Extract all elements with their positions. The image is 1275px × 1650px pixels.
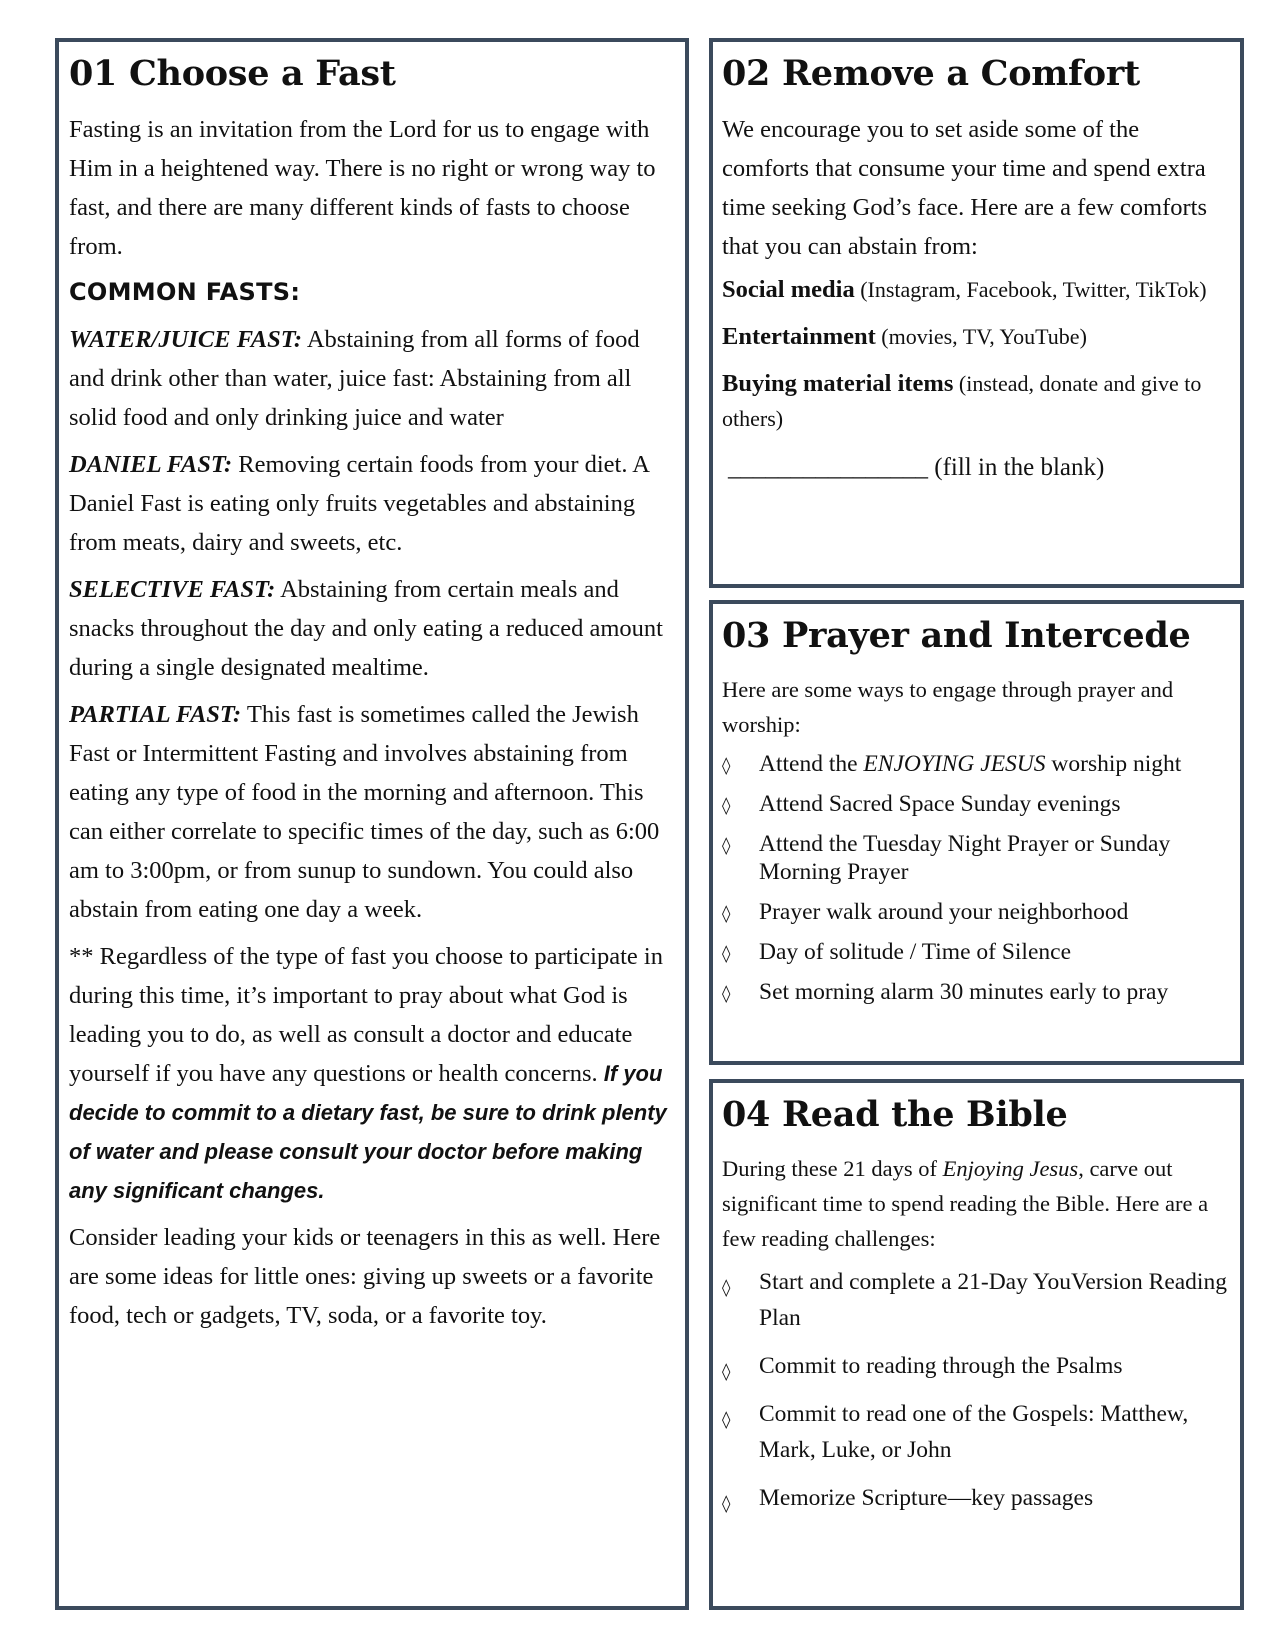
fast-partial — [69, 695, 673, 929]
comfort-detail: (Instagram, Facebook, Twitter, TikTok) — [854, 276, 1207, 302]
section-title: 03 Prayer and Intercede — [722, 615, 1191, 656]
prayer-list — [722, 750, 1230, 1006]
section-title: 04 Read the Bible — [722, 1094, 1068, 1135]
diamond-bullet-icon: ◊ — [722, 1493, 731, 1514]
kids-paragraph: Consider leading your kids or teenagers in this as well. Here are some ideas for little ones: giving up sweets or a favorite food, tech or gadgets, TV, soda, or a favorite toy. — [69, 1223, 661, 1329]
list-item — [722, 938, 1230, 966]
item-emphasis: ENJOYING JESUS — [863, 750, 1046, 777]
section-title: 02 Remove a Comfort — [722, 53, 1140, 94]
comfort-detail: (instead, donate and give to others) — [722, 370, 1202, 431]
list-item — [722, 898, 1230, 926]
item-text: Prayer walk around your neighborhood — [759, 898, 1129, 925]
regardless-note — [69, 937, 673, 1210]
intro-paragraph: Here are some ways to engage through prayer and worship: — [722, 676, 1174, 737]
diamond-bullet-icon: ◊ — [722, 943, 731, 964]
item-text: Day of solitude / Time of Silence — [759, 938, 1072, 965]
diamond-bullet-icon: ◊ — [722, 1409, 731, 1430]
reading-list — [722, 1264, 1230, 1516]
read-the-bible-panel — [709, 1079, 1244, 1610]
intro-emphasis: Enjoying Jesus — [942, 1155, 1079, 1181]
section-title: 01 Choose a Fast — [69, 53, 396, 94]
intro-paragraph — [722, 1151, 1230, 1256]
fast-water-juice — [69, 320, 673, 437]
list-item — [722, 978, 1230, 1006]
diamond-bullet-icon: ◊ — [722, 835, 731, 856]
list-item — [722, 1348, 1230, 1384]
diamond-bullet-icon: ◊ — [722, 755, 731, 776]
intro-paragraph: We encourage you to set aside some of the comforts that consume your time and spend extra time seeking God’s face. Here are a few comforts that you can abstain from: — [722, 115, 1208, 260]
item-text: Attend Sacred Space Sunday evenings — [759, 790, 1121, 817]
item-text: Attend the — [759, 750, 864, 777]
list-item — [722, 790, 1230, 818]
item-text: worship night — [1045, 750, 1182, 777]
dietary-warning: If you decide to commit to a dietary fast, be sure to drink plenty of water and please consult your doctor before making any significant changes. — [69, 1060, 667, 1203]
list-item — [722, 1480, 1230, 1516]
comfort-item — [722, 272, 1230, 307]
intro-paragraph: Fasting is an invitation from the Lord for us to engage with Him in a heightened way. There is no right or wrong way to fast, and there are many different kinds of fasts to choose from. — [69, 115, 656, 260]
list-item — [722, 1396, 1230, 1468]
diamond-bullet-icon: ◊ — [722, 1361, 731, 1382]
remove-a-comfort-panel — [709, 38, 1244, 588]
comfort-label: Entertainment — [722, 322, 876, 350]
intro-text: , carve out significant time to spend reading the Bible. Here are a few reading challenges: — [722, 1155, 1209, 1251]
comfort-item — [722, 366, 1230, 436]
diamond-bullet-icon: ◊ — [722, 903, 731, 924]
diamond-bullet-icon: ◊ — [722, 795, 731, 816]
diamond-bullet-icon: ◊ — [722, 983, 731, 1004]
comfort-detail: (movies, TV, YouTube) — [875, 323, 1087, 349]
fast-name: SELECTIVE FAST: — [69, 575, 276, 603]
common-fasts-heading: COMMON FASTS: — [69, 277, 301, 306]
item-text: Memorize Scripture—key passages — [759, 1484, 1094, 1511]
fast-description: Removing certain foods from your diet. A Daniel Fast is eating only fruits vegetables and abstaining from meats, dairy and sweets, etc. — [69, 450, 649, 556]
comfort-item — [722, 319, 1230, 354]
list-item — [722, 750, 1230, 778]
comfort-label: Social media — [722, 275, 855, 303]
intro-text: During these 21 days of — [722, 1155, 943, 1181]
fast-name: DANIEL FAST: — [69, 450, 233, 478]
list-item — [722, 830, 1230, 886]
fast-name: PARTIAL FAST: — [69, 700, 242, 728]
list-item — [722, 1264, 1230, 1336]
fast-selective — [69, 570, 673, 687]
choose-a-fast-panel — [55, 38, 689, 1610]
item-text: Set morning alarm 30 minutes early to pray — [759, 978, 1169, 1005]
fast-description: This fast is sometimes called the Jewish Fast or Intermittent Fasting and involves abstaining from eating any type of food in the morning and afternoon. This can either correlate to specific times of the day, such as 6:00 am to 3:00pm, or from sunup to sundown. You could also abstain from eating one day a week. — [69, 700, 660, 923]
note-text: ** Regardless of the type of fast you choose to participate in during this time, it’s important to pray about what God is leading you to do, as well as consult a doctor and educate yourself if you have any questions or health concerns. — [69, 942, 663, 1087]
fill-in-blank: ________________ (fill in the blank) — [728, 453, 1105, 481]
item-text: Commit to reading through the Psalms — [759, 1352, 1123, 1379]
item-text: Attend the Tuesday Night Prayer or Sunday Morning Prayer — [759, 830, 1171, 885]
item-text: Start and complete a 21-Day YouVersion Reading Plan — [759, 1268, 1227, 1331]
item-text: Commit to read one of the Gospels: Matthew, Mark, Luke, or John — [759, 1400, 1189, 1463]
prayer-intercede-panel — [709, 600, 1244, 1065]
fast-name: WATER/JUICE FAST: — [69, 325, 303, 353]
fast-description: Abstaining from all forms of food and drink other than water, juice fast: Abstaining from all solid food and only drinking juice and water — [69, 325, 640, 431]
fast-daniel — [69, 445, 673, 562]
diamond-bullet-icon: ◊ — [722, 1277, 731, 1298]
comfort-label: Buying material items — [722, 369, 954, 397]
fast-description: Abstaining from certain meals and snacks throughout the day and only eating a reduced amount during a single designated mealtime. — [69, 575, 663, 681]
